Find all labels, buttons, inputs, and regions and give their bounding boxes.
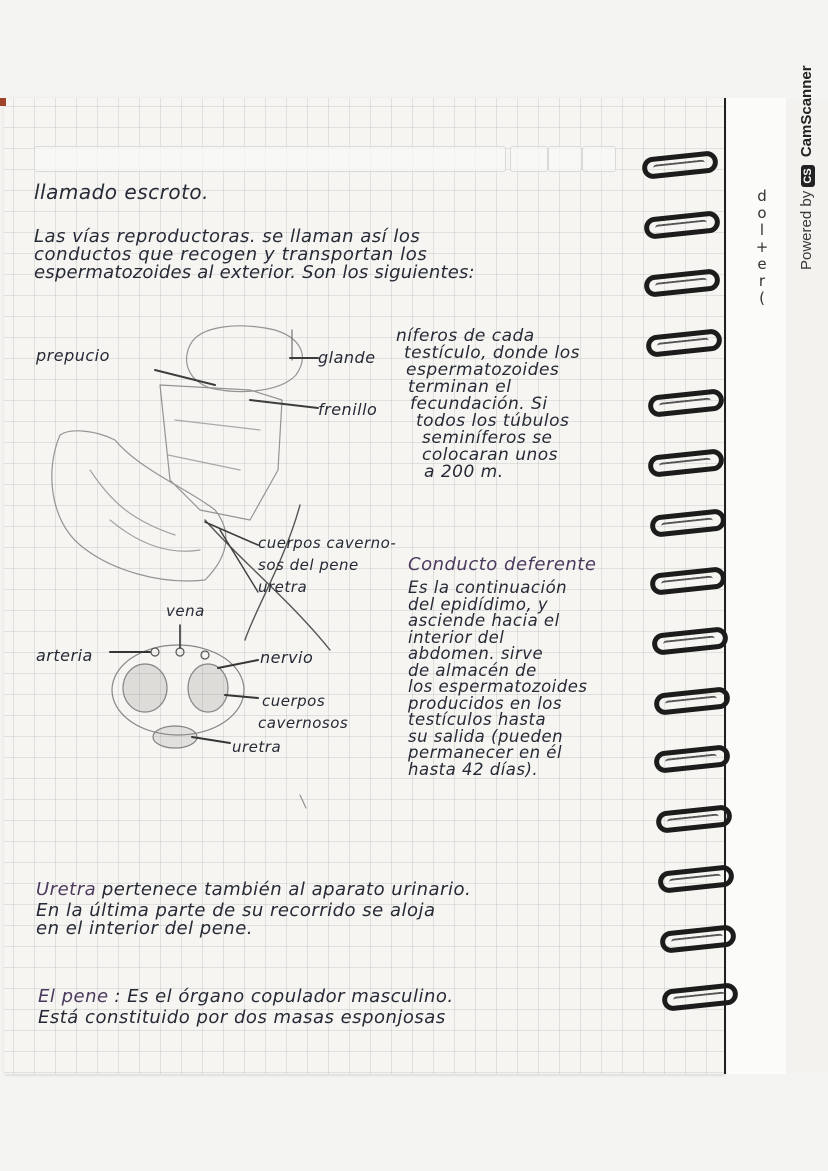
label-cuerpos-cavernosos-2: sos del pene: [258, 556, 359, 574]
binding-ring: [649, 566, 727, 596]
binding-ring: [647, 448, 725, 478]
watermark-brand: CamScanner: [798, 65, 815, 158]
label-cuerpos-1: cuerpos: [262, 692, 326, 710]
pene-section: El pene : Es el órgano copulador masculino. Está constituido por dos masas esponjosas: [38, 986, 454, 1028]
camscanner-logo-icon: CS: [801, 165, 815, 186]
intro-line: llamado escroto.: [34, 180, 210, 204]
label-nervio: nervio: [260, 648, 314, 667]
binding-ring: [647, 388, 725, 418]
corpus-left: [123, 664, 167, 712]
corpus-right: [188, 664, 228, 712]
intro-paragraph: Las vías reproductoras. se llaman así los conductos que recogen y transportan los espermatozoides al exterior. Son los siguientes:: [34, 226, 475, 283]
binding-ring: [651, 626, 729, 656]
binding-ring: [657, 864, 735, 894]
uretra-section: Uretra pertenece también al aparato urinario. En la última parte de su recorrido se aloja en el interior del pene.: [36, 879, 472, 939]
shaft-sketch: [160, 385, 282, 520]
binding-ring: [661, 982, 739, 1012]
next-page-letters: d o l + e r (: [755, 187, 769, 307]
binding-ring: [643, 210, 721, 240]
conducto-title: Conducto deferente: [408, 554, 597, 575]
watermark-prefix: Powered by: [798, 190, 815, 270]
label-cuerpos-cavernosos-1: cuerpos caverno-: [258, 534, 397, 552]
binding-ring: [659, 924, 737, 954]
label-uretra-cross: uretra: [232, 738, 282, 756]
binding-ring: [643, 268, 721, 298]
binding-ring: [655, 804, 733, 834]
spiral-binding: [640, 148, 760, 1028]
pene-title: El pene: [38, 986, 109, 1007]
label-prepucio: prepucio: [36, 346, 110, 365]
binding-ring: [653, 744, 731, 774]
label-glande: glande: [318, 348, 376, 367]
binding-ring: [645, 328, 723, 358]
label-cuerpos-2: cavernosos: [258, 714, 349, 732]
label-arteria: arteria: [36, 646, 93, 665]
binding-ring: [653, 686, 731, 716]
scrotum-sketch: [52, 431, 226, 581]
label-uretra-top: uretra: [258, 578, 308, 596]
binding-ring: [649, 508, 727, 538]
uretra-title: Uretra: [36, 879, 97, 900]
label-frenillo: frenillo: [318, 400, 378, 419]
label-vena: vena: [166, 602, 205, 620]
testis-text: níferos de cada testículo, donde los espermatozoides terminan el fecundación. Si todos los túbulos seminíferos se colocaran unos a 200 m.: [396, 326, 581, 482]
urethra-section: [153, 726, 197, 748]
conducto-text: Es la continuación del epidídimo, y asciende hacia el interior del abdomen. sirve de almacén de los espermatozoides producidos en los testículos hasta su salida (pueden permanecer en él hasta 42 días).: [408, 578, 588, 779]
binding-ring: [641, 150, 719, 180]
